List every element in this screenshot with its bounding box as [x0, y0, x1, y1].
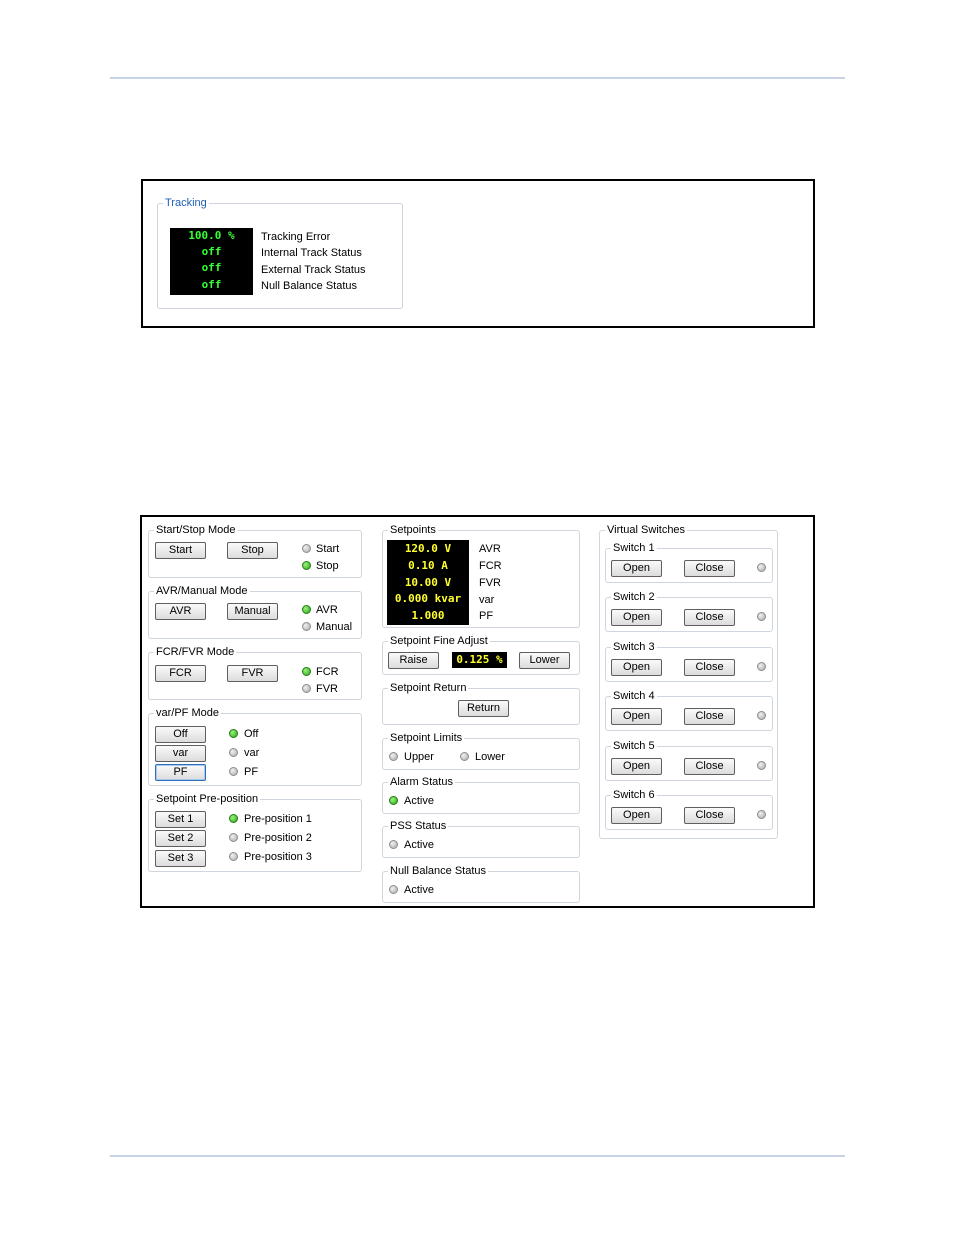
- pss-status-group: [382, 820, 580, 858]
- switch-3-group: [605, 641, 773, 682]
- switch-2-open-button[interactable]: Open: [611, 609, 662, 626]
- lower-button[interactable]: Lower: [519, 652, 570, 669]
- var-indicator-led: [229, 748, 238, 757]
- bottom-rule: [110, 1155, 845, 1157]
- preposition1-label: Pre-position 1: [244, 813, 312, 825]
- preposition-group: [148, 793, 362, 872]
- var-pf-title: var/PF Mode: [156, 707, 219, 719]
- manual-indicator-label: Manual: [316, 621, 353, 633]
- switch-4-close-button[interactable]: Close: [684, 708, 735, 725]
- switch-1-title: Switch 1: [613, 542, 655, 554]
- switch-1-close-button[interactable]: Close: [684, 560, 735, 577]
- stop-indicator-label: Stop: [316, 560, 339, 572]
- pf-indicator-label: PF: [244, 766, 259, 778]
- off-indicator-led: [229, 729, 238, 738]
- off-indicator-label: Off: [244, 728, 259, 740]
- preposition1-led: [229, 814, 238, 823]
- switch-3-led: [757, 662, 766, 671]
- switch-5-close-button[interactable]: Close: [684, 758, 735, 775]
- null-balance-title: Null Balance Status: [390, 865, 486, 877]
- fvr-button[interactable]: FVR: [227, 665, 278, 682]
- setpoints-display: [387, 540, 469, 625]
- setpoints-title: Setpoints: [390, 524, 436, 536]
- return-button[interactable]: Return: [458, 700, 509, 717]
- alarm-status-group: [382, 776, 580, 814]
- var-setpoint-label: var: [479, 594, 495, 606]
- off-button[interactable]: Off: [155, 726, 206, 743]
- switch-6-open-button[interactable]: Open: [611, 807, 662, 824]
- setpoint-limits-group: [382, 732, 580, 770]
- control-panel: [140, 515, 815, 908]
- tracking-title: Tracking: [165, 197, 207, 209]
- null-balance-active-label: Active: [404, 884, 434, 896]
- set3-button[interactable]: Set 3: [155, 850, 206, 867]
- switch-2-title: Switch 2: [613, 591, 655, 603]
- upper-limit-led: [389, 752, 398, 761]
- start-stop-group: [148, 524, 362, 578]
- fvr-setpoint-label: FVR: [479, 577, 501, 589]
- virtual-switches-group: [599, 524, 778, 839]
- pf-indicator-led: [229, 767, 238, 776]
- tracking-error-value: 100.0 %: [188, 229, 235, 242]
- tracking-group: [157, 197, 403, 309]
- internal-track-label: Internal Track Status: [261, 247, 362, 259]
- set1-button[interactable]: Set 1: [155, 811, 206, 828]
- manual-button[interactable]: Manual: [227, 603, 278, 620]
- switch-1-group: [605, 542, 773, 583]
- fcr-setpoint-label: FCR: [479, 560, 502, 572]
- avr-setpoint-value: 120.0 V: [404, 542, 452, 555]
- switch-6-title: Switch 6: [613, 789, 655, 801]
- switch-2-led: [757, 612, 766, 621]
- fcr-setpoint-value: 0.10 A: [408, 559, 448, 572]
- null-balance-value: off: [201, 278, 222, 291]
- stop-indicator-led: [302, 561, 311, 570]
- switch-3-title: Switch 3: [613, 641, 655, 653]
- avr-button[interactable]: AVR: [155, 603, 206, 620]
- pf-setpoint-label: PF: [479, 610, 494, 622]
- pf-button[interactable]: PF: [155, 764, 206, 781]
- alarm-active-label: Active: [404, 795, 434, 807]
- null-balance-group: [382, 865, 580, 903]
- switch-4-open-button[interactable]: Open: [611, 708, 662, 725]
- pss-status-title: PSS Status: [390, 820, 447, 832]
- setpoint-return-group: [382, 682, 580, 725]
- switch-5-group: [605, 740, 773, 781]
- preposition2-label: Pre-position 2: [244, 832, 312, 844]
- switch-6-led: [757, 810, 766, 819]
- avr-manual-title: AVR/Manual Mode: [156, 585, 248, 597]
- null-balance-label: Null Balance Status: [261, 280, 357, 292]
- setpoint-limits-title: Setpoint Limits: [390, 732, 463, 744]
- preposition3-led: [229, 852, 238, 861]
- switch-6-group: [605, 789, 773, 830]
- manual-indicator-led: [302, 622, 311, 631]
- switch-6-close-button[interactable]: Close: [684, 807, 735, 824]
- fcr-fvr-group: [148, 646, 362, 700]
- set2-button[interactable]: Set 2: [155, 830, 206, 847]
- switch-2-group: [605, 591, 773, 632]
- external-track-value: off: [201, 261, 222, 274]
- upper-limit-label: Upper: [404, 751, 434, 763]
- switch-5-led: [757, 761, 766, 770]
- pf-setpoint-value: 1.000: [411, 609, 445, 622]
- fine-adjust-display: [452, 652, 507, 668]
- raise-button[interactable]: Raise: [388, 652, 439, 669]
- preposition3-label: Pre-position 3: [244, 851, 312, 863]
- virtual-switches-title: Virtual Switches: [607, 524, 686, 536]
- avr-indicator-led: [302, 605, 311, 614]
- fine-adjust-group: [382, 635, 580, 675]
- tracking-display: [170, 228, 253, 295]
- switch-3-open-button[interactable]: Open: [611, 659, 662, 676]
- switch-2-close-button[interactable]: Close: [684, 609, 735, 626]
- switch-4-group: [605, 690, 773, 731]
- switch-1-led: [757, 563, 766, 572]
- fcr-indicator-led: [302, 667, 311, 676]
- pss-active-label: Active: [404, 839, 434, 851]
- start-indicator-label: Start: [316, 543, 340, 555]
- alarm-status-title: Alarm Status: [390, 776, 453, 788]
- top-rule: [110, 77, 845, 79]
- fcr-fvr-title: FCR/FVR Mode: [156, 646, 235, 658]
- fvr-setpoint-value: 10.00 V: [404, 576, 452, 589]
- switch-4-title: Switch 4: [613, 690, 655, 702]
- avr-setpoint-label: AVR: [479, 543, 501, 555]
- alarm-active-led: [389, 796, 398, 805]
- start-indicator-led: [302, 544, 311, 553]
- switch-3-close-button[interactable]: Close: [684, 659, 735, 676]
- start-button[interactable]: Start: [155, 542, 206, 559]
- var-indicator-label: var: [244, 747, 260, 759]
- fine-adjust-value: 0.125 %: [456, 653, 503, 666]
- lower-limit-label: Lower: [475, 751, 505, 763]
- fvr-indicator-led: [302, 684, 311, 693]
- tracking-error-label: Tracking Error: [261, 231, 331, 243]
- switch-1-open-button[interactable]: Open: [611, 560, 662, 577]
- start-stop-title: Start/Stop Mode: [156, 524, 236, 536]
- external-track-label: External Track Status: [261, 264, 366, 276]
- stop-button[interactable]: Stop: [227, 542, 278, 559]
- avr-indicator-label: AVR: [316, 604, 338, 616]
- fvr-indicator-label: FVR: [316, 683, 338, 695]
- null-balance-active-led: [389, 885, 398, 894]
- avr-manual-group: [148, 585, 362, 639]
- internal-track-value: off: [201, 245, 222, 258]
- preposition2-led: [229, 833, 238, 842]
- pss-active-led: [389, 840, 398, 849]
- tracking-panel: [141, 179, 815, 328]
- switch-5-title: Switch 5: [613, 740, 655, 752]
- switch-5-open-button[interactable]: Open: [611, 758, 662, 775]
- var-setpoint-value: 0.000 kvar: [394, 592, 462, 605]
- switch-4-led: [757, 711, 766, 720]
- var-button[interactable]: var: [155, 745, 206, 762]
- fcr-button[interactable]: FCR: [155, 665, 206, 682]
- lower-limit-led: [460, 752, 469, 761]
- preposition-title: Setpoint Pre-position: [156, 793, 259, 805]
- setpoints-group: [382, 524, 580, 628]
- fcr-indicator-label: FCR: [316, 666, 339, 678]
- var-pf-group: [148, 707, 362, 786]
- fine-adjust-title: Setpoint Fine Adjust: [390, 635, 488, 647]
- setpoint-return-title: Setpoint Return: [390, 682, 467, 694]
